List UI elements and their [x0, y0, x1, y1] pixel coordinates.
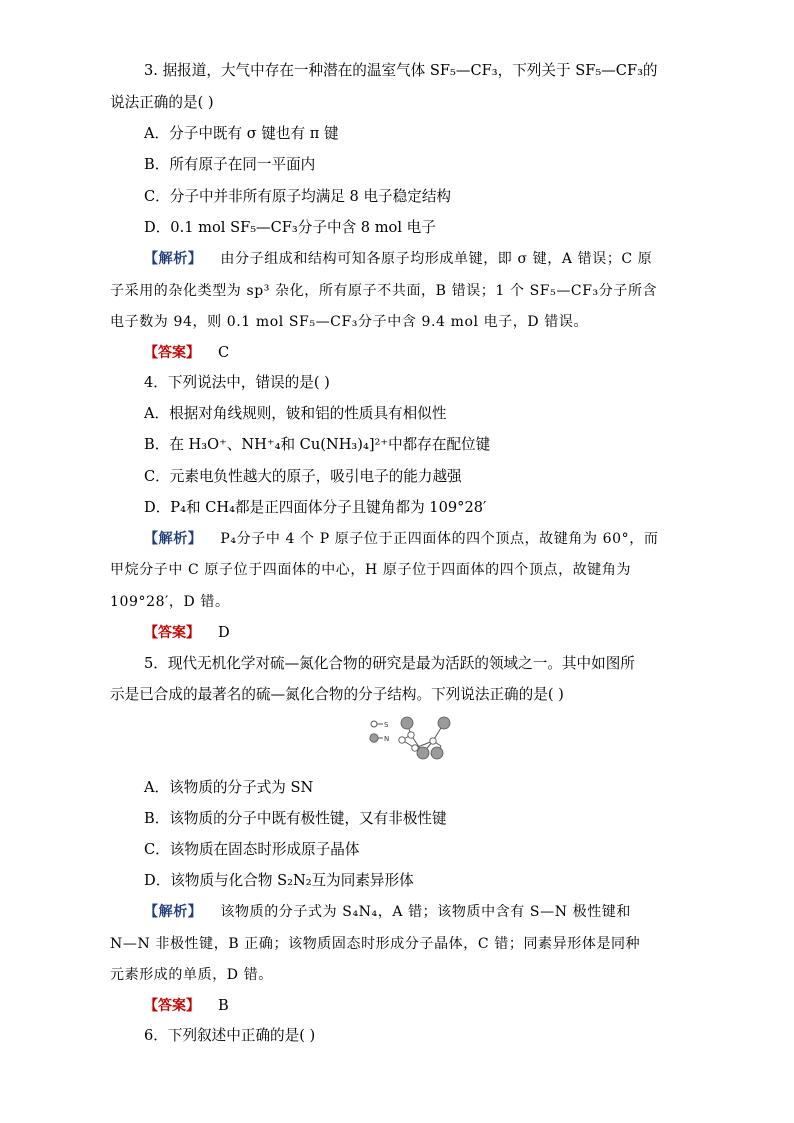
q3-answer: C: [218, 344, 230, 361]
q4-explanation-line3: 109°28′，D 错。: [110, 594, 230, 610]
q5-answer: B: [218, 997, 229, 1014]
q5-explanation-line3: 元素形成的单质，D 错。: [110, 967, 273, 983]
q4-explanation-line1: [144, 529, 658, 549]
sulfur-atom: [399, 737, 405, 743]
q4-option-a: A．根据对角线规则，铍和铝的性质具有相似性: [144, 405, 447, 422]
explanation-tag: 【解析】: [144, 904, 203, 920]
explanation-tag: 【解析】: [144, 531, 203, 547]
q5-explanation-line2: N—N 非极性键，B 正确；该物质固态时形成分子晶体，C 错；同素异形体是同种: [110, 936, 641, 952]
q5-option-d: D．该物质与化合物 S₂N₂互为同素异形体: [144, 872, 414, 889]
nitrogen-atom: [438, 717, 450, 729]
q4-answer: D: [218, 624, 230, 641]
q4-stem-line1: 4．下列说法中，错误的是( ): [144, 374, 330, 391]
explanation-tag: 【解析】: [144, 251, 203, 267]
q5-option-a: A．该物质的分子式为 SN: [144, 779, 314, 796]
q3-answer-line: [144, 343, 229, 363]
q5-explanation-text: 该物质的分子式为 S₄N₄，A 错；该物质中含有 S—N 极性键和: [220, 904, 632, 920]
q3-stem-line1: 3. 据报道，大气中存在一种潜在的温室气体 SF₅—CF₃，下列关于 SF₅—CF₃的: [144, 62, 658, 79]
q3-option-d: D．0.1 mol SF₅—CF₃分子中含 8 mol 电子: [144, 219, 436, 236]
legend-s-label: S: [384, 721, 389, 729]
q4-answer-line: [144, 623, 230, 643]
q5-option-b: B．该物质的分子中既有极性键，又有非极性键: [144, 810, 447, 827]
legend-n-symbol: [370, 734, 378, 742]
q5-explanation-line1: [144, 902, 631, 922]
nitrogen-atom: [431, 747, 443, 759]
nitrogen-atom: [401, 717, 413, 729]
q5-stem-line2: 示是已合成的最著名的硫—氮化合物的分子结构。下列说法正确的是( ): [110, 686, 564, 703]
q3-explanation-line3: 电子数为 94，则 0.1 mol SF₅—CF₃分子中含 9.4 mol 电子，D 错误。: [110, 314, 589, 330]
q3-explanation-line2: 子采用的杂化类型为 sp³ 杂化，所有原子不共面，B 错误；1 个 SF₅—CF₃分子所含: [110, 283, 658, 299]
s4n4-molecule-figure: [367, 715, 467, 765]
q5-option-c: C．该物质在固态时形成原子晶体: [144, 841, 360, 858]
q3-explanation-text: 由分子组成和结构可知各原子均形成单键，即 σ 键，A 错误；C 原: [220, 251, 653, 267]
answer-tag: 【答案】: [144, 345, 200, 361]
q3-option-a: A．分子中既有 σ 键也有 π 键: [144, 125, 339, 142]
q4-explanation-text: P₄分子中 4 个 P 原子位于正四面体的四个顶点，故键角为 60°，而: [220, 531, 659, 547]
q4-option-b: B．在 H₃O⁺、NH⁺₄和 Cu(NH₃)₄]²⁺中都存在配位键: [144, 436, 491, 453]
q5-answer-line: [144, 996, 229, 1016]
answer-tag: 【答案】: [144, 998, 200, 1014]
nitrogen-atom: [417, 747, 429, 759]
sulfur-atom: [408, 732, 414, 738]
q5-stem-line1: 5．现代无机化学对硫—氮化合物的研究是最为活跃的领域之一。其中如图所: [144, 655, 635, 672]
q3-stem-line2: 说法正确的是( ): [110, 94, 214, 111]
q3-option-c: C．分子中并非所有原子均满足 8 电子稳定结构: [144, 188, 452, 205]
answer-tag: 【答案】: [144, 625, 200, 641]
q3-explanation-line1: [144, 249, 652, 269]
sulfur-atom: [430, 738, 436, 744]
legend-s-symbol: [371, 721, 377, 727]
sulfur-atom: [412, 745, 418, 751]
legend-n-label: N: [384, 735, 390, 743]
q3-option-b: B．所有原子在同一平面内: [144, 156, 316, 173]
q4-explanation-line2: 甲烷分子中 C 原子位于四面体的中心，H 原子位于四面体的四个顶点，故键角为: [110, 562, 632, 578]
q4-option-c: C．元素电负性越大的原子，吸引电子的能力越强: [144, 468, 462, 485]
q4-option-d: D．P₄和 CH₄都是正四面体分子且键角都为 109°28′: [144, 499, 487, 516]
q6-stem-line1: 6．下列叙述中正确的是( ): [144, 1027, 316, 1044]
